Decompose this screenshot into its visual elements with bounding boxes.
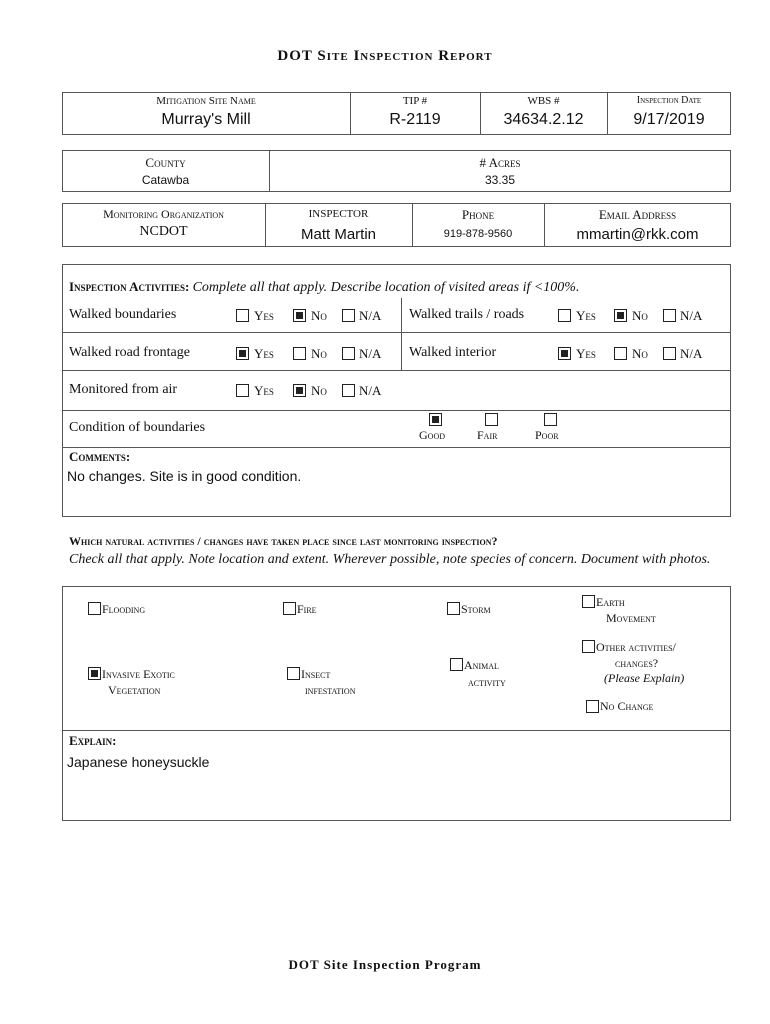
walked-trails-na-checkbox[interactable]	[663, 309, 676, 322]
condition-poor-checkbox[interactable]	[544, 413, 557, 426]
other-activities-label-1: Other activities/	[596, 640, 676, 654]
monitored-from-air-yes-label: Yes	[254, 383, 274, 398]
storm-checkbox[interactable]	[447, 602, 460, 615]
inspection-date-value[interactable]: 9/17/2019	[633, 111, 705, 128]
fire-checkbox[interactable]	[283, 602, 296, 615]
walked-trails-label: Walked trails / roads	[409, 307, 525, 322]
animal-activity-label-2: activity	[468, 675, 506, 689]
walked-interior-no-checkbox[interactable]	[614, 347, 627, 360]
email-label: Email Address	[598, 207, 677, 222]
walked-road-frontage-na-label: N/A	[359, 346, 382, 361]
site-name-label: Mitigation Site Name	[156, 95, 256, 107]
invasive-exotic-vegetation-label-1: Invasive Exotic	[102, 667, 175, 681]
natural-activities-heading: Which natural activities / changes have taken place since last monitoring inspection?	[69, 534, 498, 548]
inspection-activities-heading	[69, 279, 579, 296]
monitored-from-air-label: Monitored from air	[69, 382, 178, 397]
condition-good-label: Good	[419, 428, 445, 442]
phone-label: Phone	[461, 207, 495, 222]
inspection-date-label: Inspection Date	[636, 95, 702, 106]
org-label: Monitoring Organization	[103, 207, 224, 221]
insect-infestation-label-2: infestation	[305, 683, 356, 697]
walked-road-frontage-no-label: No	[311, 346, 327, 361]
activities-heading-label: Inspection Activities:	[69, 279, 190, 294]
walked-interior-yes-label: Yes	[576, 346, 596, 361]
animal-activity-label-1: Animal	[464, 658, 499, 672]
acres-value[interactable]: 33.35	[484, 173, 516, 187]
walked-road-frontage-label: Walked road frontage	[69, 345, 190, 360]
walked-road-frontage-no-checkbox[interactable]	[293, 347, 306, 360]
walked-boundaries-no-checkbox[interactable]	[293, 309, 306, 322]
walked-boundaries-yes-checkbox[interactable]	[236, 309, 249, 322]
walked-trails-no-checkbox[interactable]	[614, 309, 627, 322]
no-change-checkbox[interactable]	[586, 700, 599, 713]
other-activities-label-3: (Please Explain)	[604, 671, 685, 685]
earth-movement-label-1: Earth	[596, 595, 625, 609]
animal-activity-checkbox[interactable]	[450, 658, 463, 671]
explain-label: Explain:	[69, 733, 117, 748]
explain-value[interactable]: Japanese honeysuckle	[67, 754, 210, 770]
insect-infestation-checkbox[interactable]	[287, 667, 300, 680]
condition-of-boundaries-label: Condition of boundaries	[69, 420, 206, 435]
flooding-checkbox[interactable]	[88, 602, 101, 615]
site-name-value[interactable]: Murray's Mill	[161, 111, 251, 128]
county-value[interactable]: Catawba	[141, 173, 190, 187]
walked-road-frontage-yes-label: Yes	[254, 346, 274, 361]
page-footer: DOT Site Inspection Program	[288, 957, 482, 972]
condition-fair-checkbox[interactable]	[485, 413, 498, 426]
walked-interior-label: Walked interior	[409, 345, 497, 360]
tip-value[interactable]: R-2119	[389, 111, 441, 128]
walked-boundaries-label: Walked boundaries	[69, 307, 177, 322]
walked-interior-no-label: No	[632, 346, 648, 361]
walked-trails-no-label: No	[632, 308, 648, 323]
flooding-label: Flooding	[102, 602, 146, 616]
walked-trails-na-label: N/A	[680, 308, 703, 323]
natural-activities-instructions: Check all that apply. Note location and extent. Wherever possible, note species of concern. Document with photos.	[69, 552, 711, 567]
fire-label: Fire	[297, 602, 317, 616]
invasive-exotic-vegetation-checkbox[interactable]	[88, 667, 101, 680]
condition-good-checkbox[interactable]	[429, 413, 442, 426]
walked-boundaries-no-label: No	[311, 308, 327, 323]
invasive-exotic-vegetation-label-2: Vegetation	[108, 683, 161, 697]
tip-label: TIP #	[402, 95, 428, 107]
other-activities-label-2: changes?	[615, 656, 659, 670]
email-value[interactable]: mmartin@rkk.com	[576, 226, 699, 243]
walked-interior-na-label: N/A	[680, 346, 703, 361]
monitored-from-air-no-checkbox[interactable]	[293, 384, 306, 397]
page-title: DOT Site Inspection Report	[277, 48, 493, 64]
activities-instructions: Complete all that apply. Describe location of visited areas if <100%.	[192, 280, 580, 295]
wbs-label: WBS #	[527, 95, 560, 107]
acres-label: # Acres	[479, 155, 521, 170]
walked-boundaries-yes-label: Yes	[254, 308, 274, 323]
comments-label: Comments:	[69, 449, 131, 464]
condition-fair-label: Fair	[477, 428, 498, 442]
insect-infestation-label-1: Insect	[301, 667, 331, 681]
comments-value[interactable]: No changes. Site is in good condition.	[67, 468, 302, 484]
walked-road-frontage-na-checkbox[interactable]	[342, 347, 355, 360]
inspector-label: INSPECTOR	[308, 208, 369, 220]
walked-trails-yes-label: Yes	[576, 308, 596, 323]
wbs-value[interactable]: 34634.2.12	[503, 111, 584, 128]
monitored-from-air-na-checkbox[interactable]	[342, 384, 355, 397]
condition-poor-label: Poor	[535, 428, 559, 442]
earth-movement-checkbox[interactable]	[582, 595, 595, 608]
no-change-label: No Change	[600, 699, 654, 713]
monitored-from-air-yes-checkbox[interactable]	[236, 384, 249, 397]
other-activities-checkbox[interactable]	[582, 640, 595, 653]
walked-road-frontage-yes-checkbox[interactable]	[236, 347, 249, 360]
walked-boundaries-na-checkbox[interactable]	[342, 309, 355, 322]
monitored-from-air-na-label: N/A	[359, 383, 382, 398]
org-value[interactable]: NCDOT	[139, 224, 188, 239]
phone-value[interactable]: 919-878-9560	[443, 228, 513, 240]
storm-label: Storm	[461, 602, 491, 616]
walked-boundaries-na-label: N/A	[359, 308, 382, 323]
walked-trails-yes-checkbox[interactable]	[558, 309, 571, 322]
monitored-from-air-no-label: No	[311, 383, 327, 398]
earth-movement-label-2: Movement	[606, 611, 656, 625]
county-label: County	[145, 155, 186, 170]
walked-interior-yes-checkbox[interactable]	[558, 347, 571, 360]
inspector-value[interactable]: Matt Martin	[300, 226, 376, 243]
walked-interior-na-checkbox[interactable]	[663, 347, 676, 360]
